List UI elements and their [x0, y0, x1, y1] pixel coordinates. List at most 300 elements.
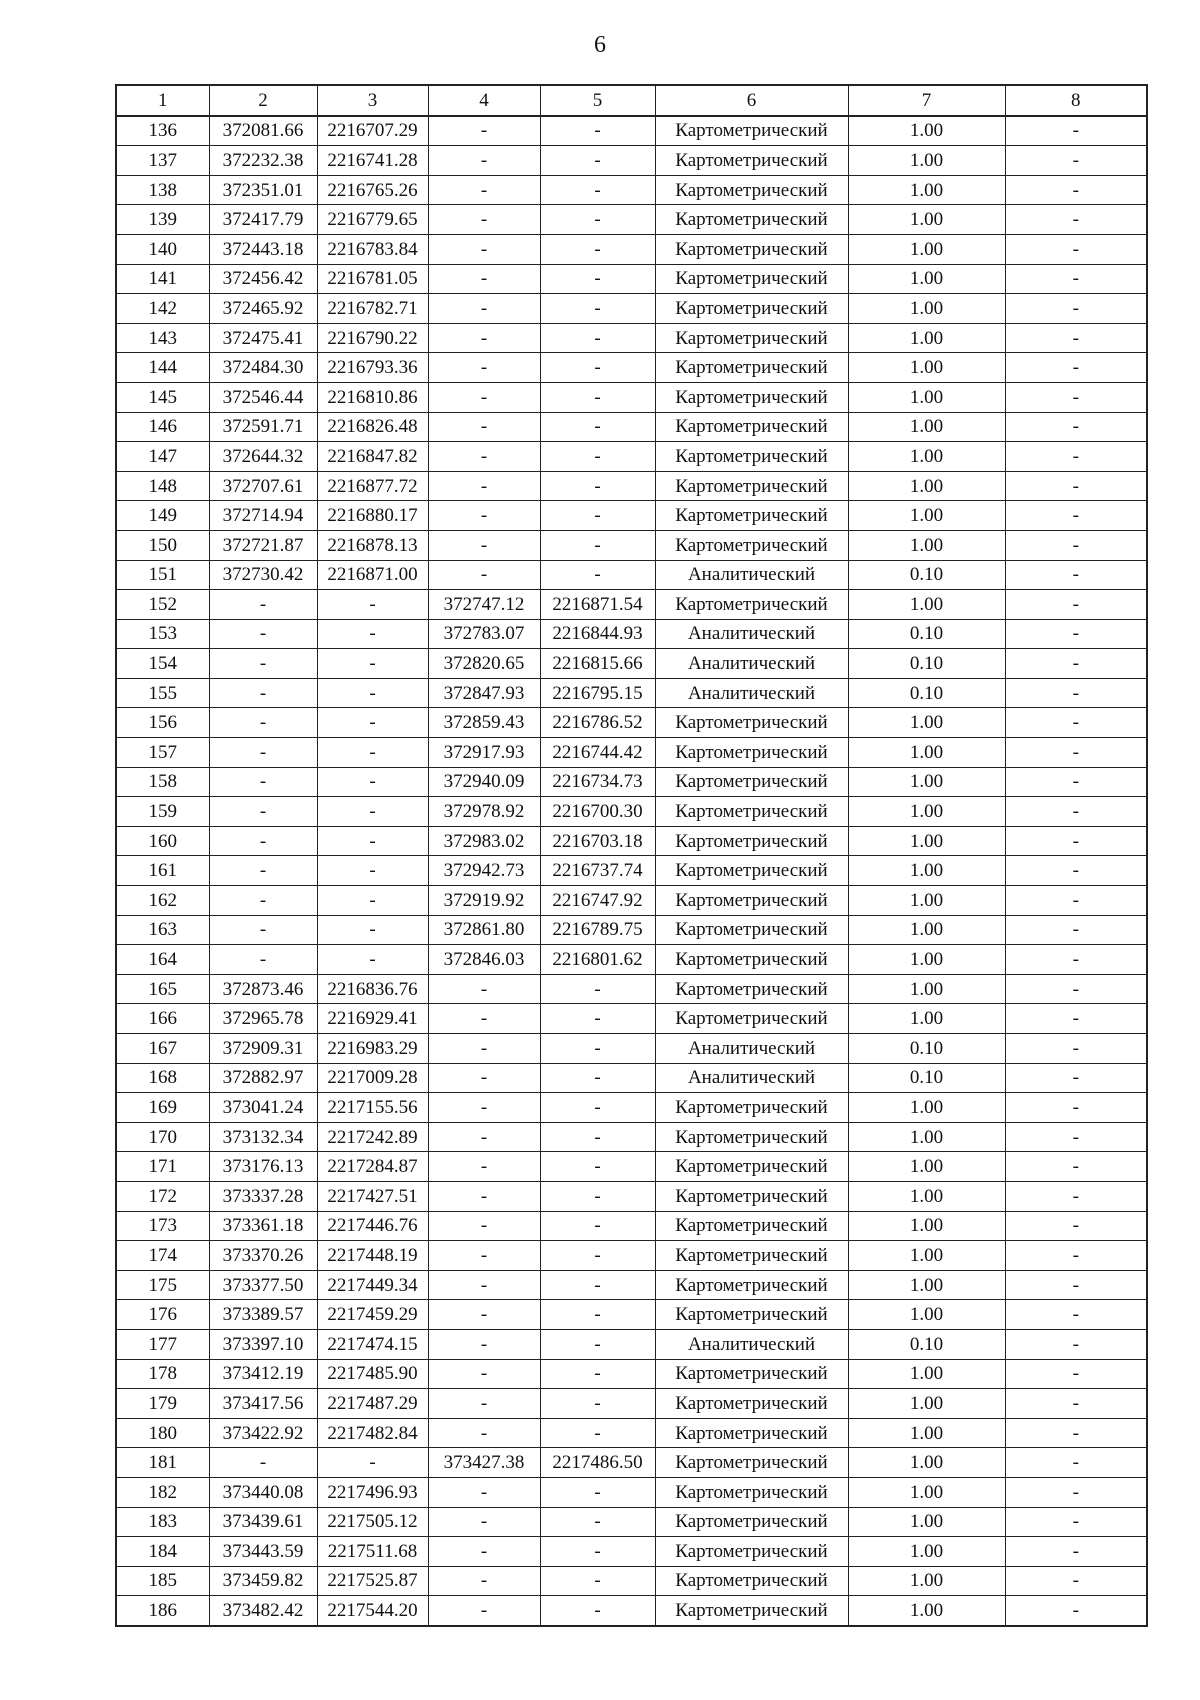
table-row [116, 619, 1147, 649]
cell-method: Картометрический [655, 353, 848, 383]
cell-accuracy: 1.00 [848, 234, 1005, 264]
column-header-7: 7 [848, 85, 1005, 116]
cell-point-number: 159 [116, 797, 209, 827]
page-number: 6 [594, 32, 606, 58]
cell-y-coord: 2217009.28 [317, 1063, 428, 1093]
column-header-5: 5 [540, 85, 655, 116]
cell-y-coord: 2216983.29 [317, 1034, 428, 1064]
cell-point-number: 173 [116, 1211, 209, 1241]
table-row [116, 234, 1147, 264]
cell-method: Аналитический [655, 560, 848, 590]
cell-point-number: 156 [116, 708, 209, 738]
cell-x-coord: 373397.10 [209, 1329, 317, 1359]
cell-method: Картометрический [655, 1566, 848, 1596]
table-row [116, 264, 1147, 294]
cell-method: Аналитический [655, 1063, 848, 1093]
cell-y-coord-alt: - [540, 382, 655, 412]
cell-point-number: 136 [116, 116, 209, 146]
cell-x-coord-alt: - [428, 382, 540, 412]
cell-point-number: 139 [116, 205, 209, 235]
cell-y-coord-alt: - [540, 1300, 655, 1330]
table-row [116, 1329, 1147, 1359]
table-row [116, 678, 1147, 708]
cell-note: - [1005, 205, 1147, 235]
cell-x-coord-alt: - [428, 471, 540, 501]
cell-note: - [1005, 234, 1147, 264]
cell-accuracy: 1.00 [848, 1300, 1005, 1330]
cell-x-coord-alt: - [428, 1300, 540, 1330]
cell-note: - [1005, 856, 1147, 886]
table-row [116, 1063, 1147, 1093]
cell-method: Картометрический [655, 1211, 848, 1241]
cell-x-coord: 372909.31 [209, 1034, 317, 1064]
cell-y-coord: 2217511.68 [317, 1537, 428, 1567]
cell-y-coord: 2216707.29 [317, 116, 428, 146]
cell-point-number: 171 [116, 1152, 209, 1182]
cell-accuracy: 1.00 [848, 412, 1005, 442]
cell-point-number: 148 [116, 471, 209, 501]
cell-accuracy: 0.10 [848, 1063, 1005, 1093]
table-row [116, 294, 1147, 324]
cell-y-coord-alt: - [540, 1241, 655, 1271]
cell-method: Картометрический [655, 1122, 848, 1152]
cell-method: Картометрический [655, 1152, 848, 1182]
cell-y-coord: 2216790.22 [317, 323, 428, 353]
cell-x-coord-alt: - [428, 323, 540, 353]
table-row [116, 442, 1147, 472]
cell-accuracy: 1.00 [848, 530, 1005, 560]
cell-y-coord-alt: - [540, 1566, 655, 1596]
cell-point-number: 144 [116, 353, 209, 383]
cell-y-coord: 2217505.12 [317, 1507, 428, 1537]
table-row [116, 886, 1147, 916]
table-row [116, 1122, 1147, 1152]
cell-note: - [1005, 1034, 1147, 1064]
cell-x-coord: - [209, 649, 317, 679]
cell-note: - [1005, 1359, 1147, 1389]
cell-x-coord: - [209, 1448, 317, 1478]
cell-x-coord-alt: - [428, 1566, 540, 1596]
cell-point-number: 153 [116, 619, 209, 649]
cell-x-coord-alt: - [428, 1418, 540, 1448]
cell-note: - [1005, 649, 1147, 679]
cell-x-coord-alt: - [428, 175, 540, 205]
cell-y-coord: - [317, 678, 428, 708]
cell-note: - [1005, 1566, 1147, 1596]
cell-method: Картометрический [655, 501, 848, 531]
table-row [116, 974, 1147, 1004]
cell-accuracy: 0.10 [848, 560, 1005, 590]
cell-accuracy: 1.00 [848, 915, 1005, 945]
cell-y-coord-alt: 2216703.18 [540, 826, 655, 856]
cell-x-coord: - [209, 856, 317, 886]
cell-method: Картометрический [655, 1241, 848, 1271]
table-row [116, 1093, 1147, 1123]
cell-method: Картометрический [655, 1477, 848, 1507]
cell-note: - [1005, 797, 1147, 827]
cell-accuracy: 1.00 [848, 945, 1005, 975]
cell-x-coord-alt: - [428, 116, 540, 146]
cell-point-number: 141 [116, 264, 209, 294]
cell-accuracy: 1.00 [848, 1122, 1005, 1152]
cell-y-coord-alt: - [540, 412, 655, 442]
cell-y-coord: - [317, 945, 428, 975]
cell-method: Картометрический [655, 146, 848, 176]
cell-accuracy: 1.00 [848, 738, 1005, 768]
cell-accuracy: 1.00 [848, 826, 1005, 856]
cell-x-coord-alt: 372940.09 [428, 767, 540, 797]
cell-note: - [1005, 738, 1147, 768]
column-header-4: 4 [428, 85, 540, 116]
cell-method: Картометрический [655, 471, 848, 501]
table-row [116, 1477, 1147, 1507]
cell-y-coord-alt: 2216744.42 [540, 738, 655, 768]
cell-y-coord: 2217525.87 [317, 1566, 428, 1596]
cell-y-coord-alt: 2216871.54 [540, 590, 655, 620]
cell-method: Картометрический [655, 590, 848, 620]
table-row [116, 1537, 1147, 1567]
cell-y-coord-alt: - [540, 1329, 655, 1359]
table-row [116, 797, 1147, 827]
cell-accuracy: 1.00 [848, 708, 1005, 738]
cell-accuracy: 1.00 [848, 146, 1005, 176]
cell-y-coord: - [317, 1448, 428, 1478]
cell-accuracy: 1.00 [848, 1448, 1005, 1478]
cell-method: Картометрический [655, 1093, 848, 1123]
cell-y-coord: 2217242.89 [317, 1122, 428, 1152]
cell-accuracy: 1.00 [848, 1093, 1005, 1123]
table-row [116, 1566, 1147, 1596]
cell-y-coord-alt: - [540, 1270, 655, 1300]
cell-x-coord-alt: - [428, 1211, 540, 1241]
cell-y-coord: 2216781.05 [317, 264, 428, 294]
table-row [116, 1418, 1147, 1448]
cell-accuracy: 1.00 [848, 471, 1005, 501]
cell-x-coord: 373370.26 [209, 1241, 317, 1271]
cell-y-coord-alt: - [540, 323, 655, 353]
cell-x-coord: 373459.82 [209, 1566, 317, 1596]
cell-accuracy: 1.00 [848, 264, 1005, 294]
cell-y-coord: 2216878.13 [317, 530, 428, 560]
cell-method: Картометрический [655, 1537, 848, 1567]
cell-note: - [1005, 1270, 1147, 1300]
cell-point-number: 167 [116, 1034, 209, 1064]
cell-note: - [1005, 886, 1147, 916]
cell-point-number: 175 [116, 1270, 209, 1300]
table-row [116, 945, 1147, 975]
table-row [116, 1270, 1147, 1300]
cell-x-coord-alt: - [428, 353, 540, 383]
cell-accuracy: 1.00 [848, 442, 1005, 472]
cell-x-coord-alt: - [428, 1152, 540, 1182]
cell-method: Картометрический [655, 412, 848, 442]
cell-point-number: 182 [116, 1477, 209, 1507]
table-row [116, 590, 1147, 620]
cell-y-coord-alt: - [540, 234, 655, 264]
cell-x-coord: 373377.50 [209, 1270, 317, 1300]
cell-y-coord-alt: 2216789.75 [540, 915, 655, 945]
cell-point-number: 158 [116, 767, 209, 797]
cell-x-coord-alt: - [428, 264, 540, 294]
cell-y-coord-alt: - [540, 1063, 655, 1093]
cell-point-number: 184 [116, 1537, 209, 1567]
cell-y-coord-alt: - [540, 175, 655, 205]
cell-x-coord-alt: - [428, 974, 540, 1004]
cell-x-coord-alt: 372783.07 [428, 619, 540, 649]
cell-x-coord-alt: 372820.65 [428, 649, 540, 679]
cell-x-coord-alt: - [428, 294, 540, 324]
cell-y-coord: 2217446.76 [317, 1211, 428, 1241]
table-row [116, 116, 1147, 146]
cell-y-coord: - [317, 915, 428, 945]
cell-x-coord: - [209, 945, 317, 975]
cell-accuracy: 1.00 [848, 797, 1005, 827]
cell-accuracy: 1.00 [848, 1359, 1005, 1389]
cell-method: Картометрический [655, 1448, 848, 1478]
cell-method: Аналитический [655, 619, 848, 649]
cell-note: - [1005, 945, 1147, 975]
table-row [116, 175, 1147, 205]
coordinates-table [115, 84, 1148, 1627]
cell-accuracy: 1.00 [848, 1596, 1005, 1626]
cell-point-number: 146 [116, 412, 209, 442]
table-body [116, 116, 1147, 1626]
cell-x-coord: 372465.92 [209, 294, 317, 324]
cell-point-number: 140 [116, 234, 209, 264]
cell-accuracy: 1.00 [848, 294, 1005, 324]
cell-method: Картометрический [655, 1507, 848, 1537]
cell-point-number: 147 [116, 442, 209, 472]
cell-y-coord-alt: - [540, 205, 655, 235]
cell-y-coord-alt: - [540, 560, 655, 590]
cell-y-coord: 2217449.34 [317, 1270, 428, 1300]
cell-y-coord-alt: - [540, 1211, 655, 1241]
cell-x-coord: 372707.61 [209, 471, 317, 501]
cell-note: - [1005, 175, 1147, 205]
cell-y-coord: 2217474.15 [317, 1329, 428, 1359]
cell-y-coord-alt: - [540, 1004, 655, 1034]
cell-y-coord: 2217284.87 [317, 1152, 428, 1182]
cell-x-coord: 373041.24 [209, 1093, 317, 1123]
cell-note: - [1005, 294, 1147, 324]
table-row [116, 412, 1147, 442]
cell-y-coord: 2217496.93 [317, 1477, 428, 1507]
table-row [116, 1448, 1147, 1478]
cell-method: Картометрический [655, 915, 848, 945]
cell-accuracy: 1.00 [848, 1537, 1005, 1567]
cell-x-coord-alt: - [428, 1389, 540, 1419]
cell-y-coord-alt: 2216801.62 [540, 945, 655, 975]
cell-x-coord: 372456.42 [209, 264, 317, 294]
cell-point-number: 168 [116, 1063, 209, 1093]
cell-x-coord: 373176.13 [209, 1152, 317, 1182]
cell-y-coord: 2216783.84 [317, 234, 428, 264]
table-row [116, 1241, 1147, 1271]
cell-point-number: 177 [116, 1329, 209, 1359]
cell-y-coord: - [317, 619, 428, 649]
cell-y-coord: 2216871.00 [317, 560, 428, 590]
cell-point-number: 151 [116, 560, 209, 590]
cell-x-coord-alt: - [428, 1270, 540, 1300]
cell-method: Картометрический [655, 205, 848, 235]
cell-x-coord: - [209, 826, 317, 856]
cell-y-coord: 2216782.71 [317, 294, 428, 324]
cell-y-coord-alt: - [540, 116, 655, 146]
cell-note: - [1005, 974, 1147, 1004]
cell-method: Картометрический [655, 382, 848, 412]
cell-x-coord-alt: - [428, 1596, 540, 1626]
cell-method: Картометрический [655, 1418, 848, 1448]
cell-point-number: 138 [116, 175, 209, 205]
cell-note: - [1005, 1389, 1147, 1419]
cell-accuracy: 1.00 [848, 590, 1005, 620]
cell-y-coord-alt: - [540, 146, 655, 176]
table-row [116, 1300, 1147, 1330]
cell-point-number: 137 [116, 146, 209, 176]
cell-x-coord-alt: 373427.38 [428, 1448, 540, 1478]
table-row [116, 205, 1147, 235]
column-header-8: 8 [1005, 85, 1147, 116]
cell-x-coord: 372721.87 [209, 530, 317, 560]
table-row [116, 1034, 1147, 1064]
cell-x-coord: - [209, 767, 317, 797]
cell-method: Картометрический [655, 797, 848, 827]
cell-method: Картометрический [655, 116, 848, 146]
table-row [116, 560, 1147, 590]
cell-x-coord-alt: - [428, 234, 540, 264]
cell-method: Картометрический [655, 1300, 848, 1330]
cell-point-number: 154 [116, 649, 209, 679]
cell-y-coord: - [317, 797, 428, 827]
cell-x-coord: 373422.92 [209, 1418, 317, 1448]
cell-x-coord-alt: - [428, 412, 540, 442]
cell-accuracy: 1.00 [848, 501, 1005, 531]
cell-method: Картометрический [655, 1596, 848, 1626]
cell-x-coord: 372873.46 [209, 974, 317, 1004]
cell-x-coord-alt: - [428, 560, 540, 590]
cell-accuracy: 1.00 [848, 1418, 1005, 1448]
cell-note: - [1005, 590, 1147, 620]
cell-x-coord: 373443.59 [209, 1537, 317, 1567]
cell-accuracy: 1.00 [848, 382, 1005, 412]
cell-x-coord: 372730.42 [209, 560, 317, 590]
cell-point-number: 161 [116, 856, 209, 886]
cell-method: Картометрический [655, 886, 848, 916]
cell-y-coord: 2216741.28 [317, 146, 428, 176]
column-header-3: 3 [317, 85, 428, 116]
cell-method: Картометрический [655, 294, 848, 324]
cell-note: - [1005, 619, 1147, 649]
cell-y-coord-alt: 2216737.74 [540, 856, 655, 886]
cell-x-coord: 373361.18 [209, 1211, 317, 1241]
cell-y-coord: 2217482.84 [317, 1418, 428, 1448]
table-row [116, 856, 1147, 886]
cell-note: - [1005, 1004, 1147, 1034]
table-row [116, 1004, 1147, 1034]
cell-y-coord: - [317, 886, 428, 916]
cell-y-coord: 2216826.48 [317, 412, 428, 442]
cell-y-coord-alt: - [540, 1034, 655, 1064]
cell-x-coord-alt: 372978.92 [428, 797, 540, 827]
cell-x-coord: 372546.44 [209, 382, 317, 412]
cell-accuracy: 1.00 [848, 1566, 1005, 1596]
cell-accuracy: 1.00 [848, 116, 1005, 146]
cell-accuracy: 1.00 [848, 1389, 1005, 1419]
cell-note: - [1005, 560, 1147, 590]
cell-y-coord: 2216810.86 [317, 382, 428, 412]
cell-x-coord-alt: - [428, 1063, 540, 1093]
cell-y-coord-alt: - [540, 471, 655, 501]
cell-note: - [1005, 1477, 1147, 1507]
header-row [116, 85, 1147, 116]
cell-note: - [1005, 146, 1147, 176]
cell-y-coord-alt: 2217486.50 [540, 1448, 655, 1478]
cell-note: - [1005, 915, 1147, 945]
cell-y-coord: - [317, 590, 428, 620]
cell-x-coord-alt: - [428, 1093, 540, 1123]
table-row [116, 1507, 1147, 1537]
cell-x-coord: - [209, 708, 317, 738]
cell-note: - [1005, 116, 1147, 146]
cell-method: Картометрический [655, 826, 848, 856]
cell-point-number: 143 [116, 323, 209, 353]
cell-x-coord: - [209, 915, 317, 945]
cell-method: Картометрический [655, 1004, 848, 1034]
cell-point-number: 150 [116, 530, 209, 560]
cell-y-coord-alt: 2216786.52 [540, 708, 655, 738]
cell-x-coord-alt: - [428, 1477, 540, 1507]
cell-y-coord: 2217155.56 [317, 1093, 428, 1123]
cell-accuracy: 1.00 [848, 1152, 1005, 1182]
cell-y-coord-alt: 2216700.30 [540, 797, 655, 827]
cell-y-coord: 2217487.29 [317, 1389, 428, 1419]
cell-y-coord-alt: - [540, 1359, 655, 1389]
cell-note: - [1005, 353, 1147, 383]
cell-x-coord-alt: - [428, 1329, 540, 1359]
cell-point-number: 186 [116, 1596, 209, 1626]
cell-y-coord-alt: - [540, 974, 655, 1004]
cell-x-coord: 373337.28 [209, 1181, 317, 1211]
cell-note: - [1005, 501, 1147, 531]
cell-note: - [1005, 1300, 1147, 1330]
cell-method: Картометрический [655, 738, 848, 768]
cell-x-coord: - [209, 738, 317, 768]
cell-accuracy: 1.00 [848, 1507, 1005, 1537]
cell-x-coord: - [209, 797, 317, 827]
cell-method: Картометрический [655, 1359, 848, 1389]
cell-x-coord: 373482.42 [209, 1596, 317, 1626]
table-row [116, 738, 1147, 768]
cell-accuracy: 1.00 [848, 856, 1005, 886]
cell-point-number: 157 [116, 738, 209, 768]
cell-accuracy: 1.00 [848, 205, 1005, 235]
cell-note: - [1005, 826, 1147, 856]
cell-y-coord: 2217459.29 [317, 1300, 428, 1330]
cell-y-coord: - [317, 767, 428, 797]
cell-point-number: 164 [116, 945, 209, 975]
cell-y-coord-alt: - [540, 1507, 655, 1537]
cell-y-coord-alt: - [540, 501, 655, 531]
cell-x-coord-alt: 372919.92 [428, 886, 540, 916]
cell-note: - [1005, 1596, 1147, 1626]
cell-point-number: 152 [116, 590, 209, 620]
cell-note: - [1005, 767, 1147, 797]
cell-x-coord: 373132.34 [209, 1122, 317, 1152]
cell-y-coord-alt: - [540, 1389, 655, 1419]
cell-y-coord: 2217448.19 [317, 1241, 428, 1271]
cell-y-coord-alt: 2216844.93 [540, 619, 655, 649]
cell-y-coord: - [317, 856, 428, 886]
